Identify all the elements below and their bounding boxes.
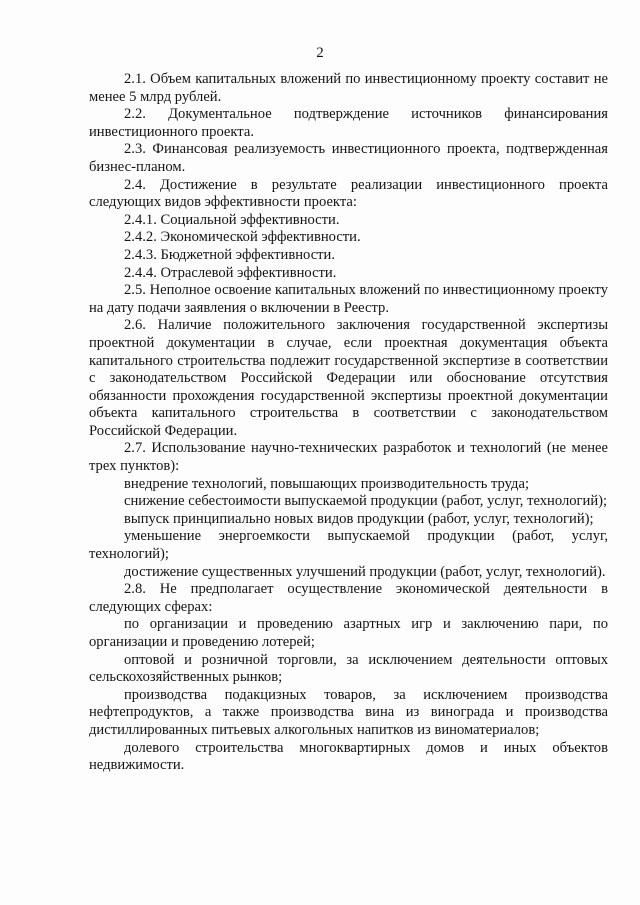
list-item-productivity: внедрение технологий, повышающих производительность труда;: [124, 475, 529, 492]
list-item-energy-intensity: уменьшение энергоемкости выпускаемой продукции (работ, услуг, технологий);: [89, 528, 608, 563]
paragraph-2-2: 2.2. Документальное подтверждение источников финансирования инвестиционного проекта.: [89, 106, 608, 140]
paragraph-2-3: 2.3. Финансовая реализуемость инвестиционного проекта, подтвержденная бизнес-планом.: [89, 141, 608, 175]
paragraph-2-7: 2.7. Использование научно-технических разработок и технологий (не менее трех пунктов):: [89, 440, 608, 475]
page-number: 2: [316, 45, 324, 61]
list-item-cost-reduction: снижение себестоимости выпускаемой продукции (работ, услуг, технологий);: [124, 493, 608, 510]
paragraph-2-4-1: 2.4.1. Социальной эффективности.: [124, 211, 340, 228]
list-item-shared-construction: долевого строительства многоквартирных домов и иных объектов недвижимости.: [89, 739, 608, 774]
paragraph-2-6: 2.6. Наличие положительного заключения государственной экспертизы проектной документации в случае, если проектная документация объекта капитального строительства подлежит государственной экспертизе в соответствии с законодательством Российской Федерации или обоснование отсутствия обязанности прохождения государственной экспертизы проектной документации объекта капитального строительства в соответствии с законодательством Российской Федерации.: [89, 317, 608, 439]
paragraph-2-4: 2.4. Достижение в результате реализации инвестиционного проекта следующих видов эффективности проекта:: [89, 176, 608, 211]
document-body: [89, 71, 608, 775]
list-item-improvements: достижение существенных улучшений продукции (работ, услуг, технологий).: [124, 563, 606, 580]
list-item-new-products: выпуск принципиально новых видов продукции (работ, услуг, технологий);: [124, 510, 594, 527]
paragraph-2-4-4: 2.4.4. Отраслевой эффективности.: [124, 264, 337, 281]
list-item-gambling-lotteries: по организации и проведению азартных игр и заключению пари, по организации и проведению лотерей;: [89, 616, 608, 650]
paragraph-2-5: 2.5. Неполное освоение капитальных вложений по инвестиционному проекту на дату подачи заявления о включении в Реестр.: [89, 282, 608, 316]
paragraph-2-4-3: 2.4.3. Бюджетной эффективности.: [124, 246, 336, 263]
list-item-trade: оптовой и розничной торговли, за исключением деятельности оптовых сельскохозяйственных рынков;: [89, 651, 608, 686]
list-item-excisable-goods: производства подакцизных товаров, за исключением производства нефтепродуктов, а также производства вина из винограда и производства дистиллированных питьевых алкогольных напитков из виноматериалов;: [89, 686, 608, 738]
paragraph-2-8: 2.8. Не предполагает осуществление экономической деятельности в следующих сферах:: [89, 581, 608, 615]
paragraph-2-4-2: 2.4.2. Экономической эффективности.: [124, 229, 361, 246]
paragraph-2-1: 2.1. Объем капитальных вложений по инвестиционному проекту составит не менее 5 млрд рублей.: [89, 71, 608, 105]
